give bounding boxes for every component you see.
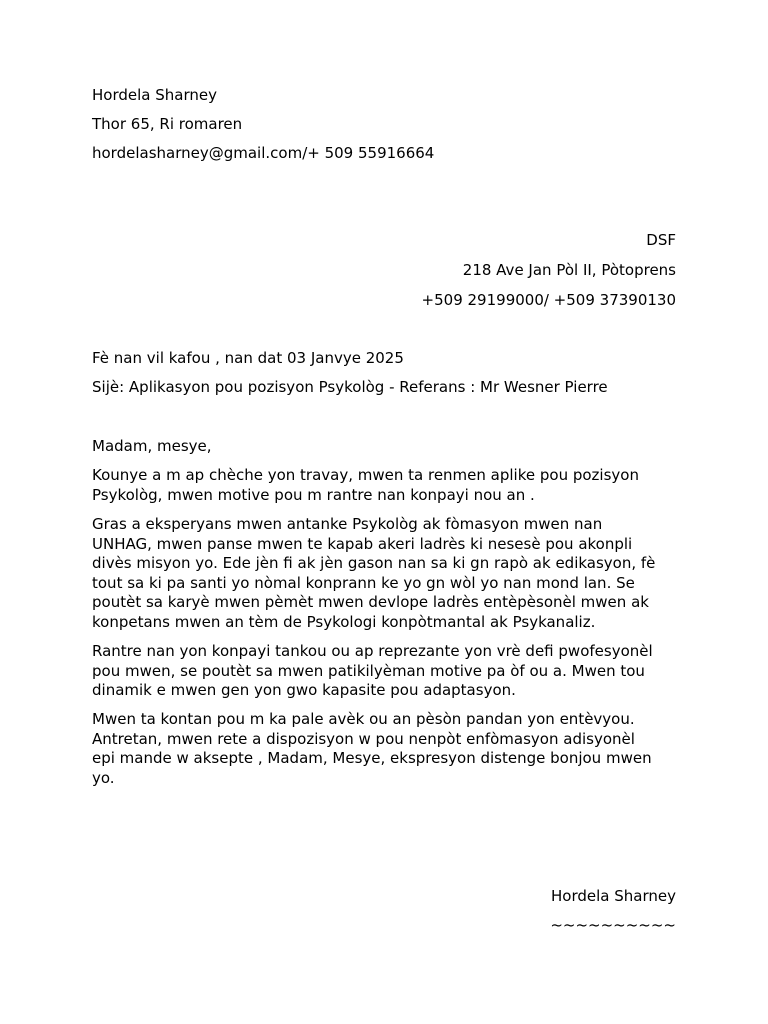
paragraph-line: poutèt sa karyè mwen pèmèt mwen devlope ladrès entèpèsonèl mwen ak [92, 593, 649, 612]
paragraph-line: dinamik e mwen gen yon gwo kapasite pou adaptasyon. [92, 681, 516, 700]
salutation: Madam, mesye, [92, 437, 212, 455]
sender-contact: hordelasharney@gmail.com/+ 509 55916664 [92, 144, 435, 162]
paragraph-line: epi mande w aksepte , Madam, Mesye, ekspresyon distenge bonjou mwen [92, 749, 652, 768]
paragraph-line: tout sa ki pa santi yo nòmal konprann ke yo gn wòl yo nan mond lan. Se [92, 573, 635, 592]
body-paragraph-2 [92, 515, 682, 633]
paragraph-line: pou mwen, se poutèt sa mwen patikilyèman motive pa òf ou a. Mwen tou [92, 661, 645, 680]
recipient-name: DSF [646, 231, 676, 249]
sender-address: Thor 65, Ri romaren [92, 115, 243, 133]
paragraph-line: Mwen ta kontan pou m ka pale avèk ou an pèsòn pandan yon entèvyou. [92, 710, 635, 728]
paragraph-line: UNHAG, mwen panse mwen te kapab akeri ladrès ki nesesè pou akonpli [92, 534, 633, 553]
recipient-phone: +509 29199000/ +509 37390130 [421, 291, 676, 309]
paragraph-line: divès misyon yo. Ede jèn fi ak jèn gason nan sa ki gn rapò ak edikasyon, fè [92, 554, 656, 573]
paragraph-line: Psykològ, mwen motive pou m rantre nan konpayi nou an . [92, 485, 535, 504]
paragraph-line: Rantre nan yon konpayi tankou ou ap reprezante yon vrè defi pwofesyonèl [92, 642, 653, 660]
signature-name: Hordela Sharney [551, 887, 676, 905]
sender-name: Hordela Sharney [92, 86, 217, 104]
signature-mark: ~~~~~~~~~~ [550, 916, 676, 934]
body-paragraph-4 [92, 710, 682, 788]
paragraph-line: Kounye a m ap chèche yon travay, mwen ta renmen aplike pou pozisyon [92, 466, 639, 484]
paragraph-line: Antretan, mwen rete a dispozisyon w pou nenpòt enfòmasyon adisyonèl [92, 729, 635, 748]
paragraph-line: konpetans mwen an tèm de Psykologi konpòtmantal ak Psykanaliz. [92, 612, 596, 631]
place-date: Fè nan vil kafou , nan dat 03 Janvye 2025 [92, 349, 404, 367]
subject-line: Sijè: Aplikasyon pou pozisyon Psykològ - Referans : Mr Wesner Pierre [92, 378, 608, 396]
paragraph-line: Gras a eksperyans mwen antanke Psykològ ak fòmasyon mwen nan [92, 515, 603, 533]
paragraph-line: yo. [92, 768, 115, 787]
body-paragraph-3 [92, 642, 682, 701]
body-paragraph-1 [92, 466, 682, 505]
recipient-address: 218 Ave Jan Pòl II, Pòtoprens [462, 261, 676, 279]
